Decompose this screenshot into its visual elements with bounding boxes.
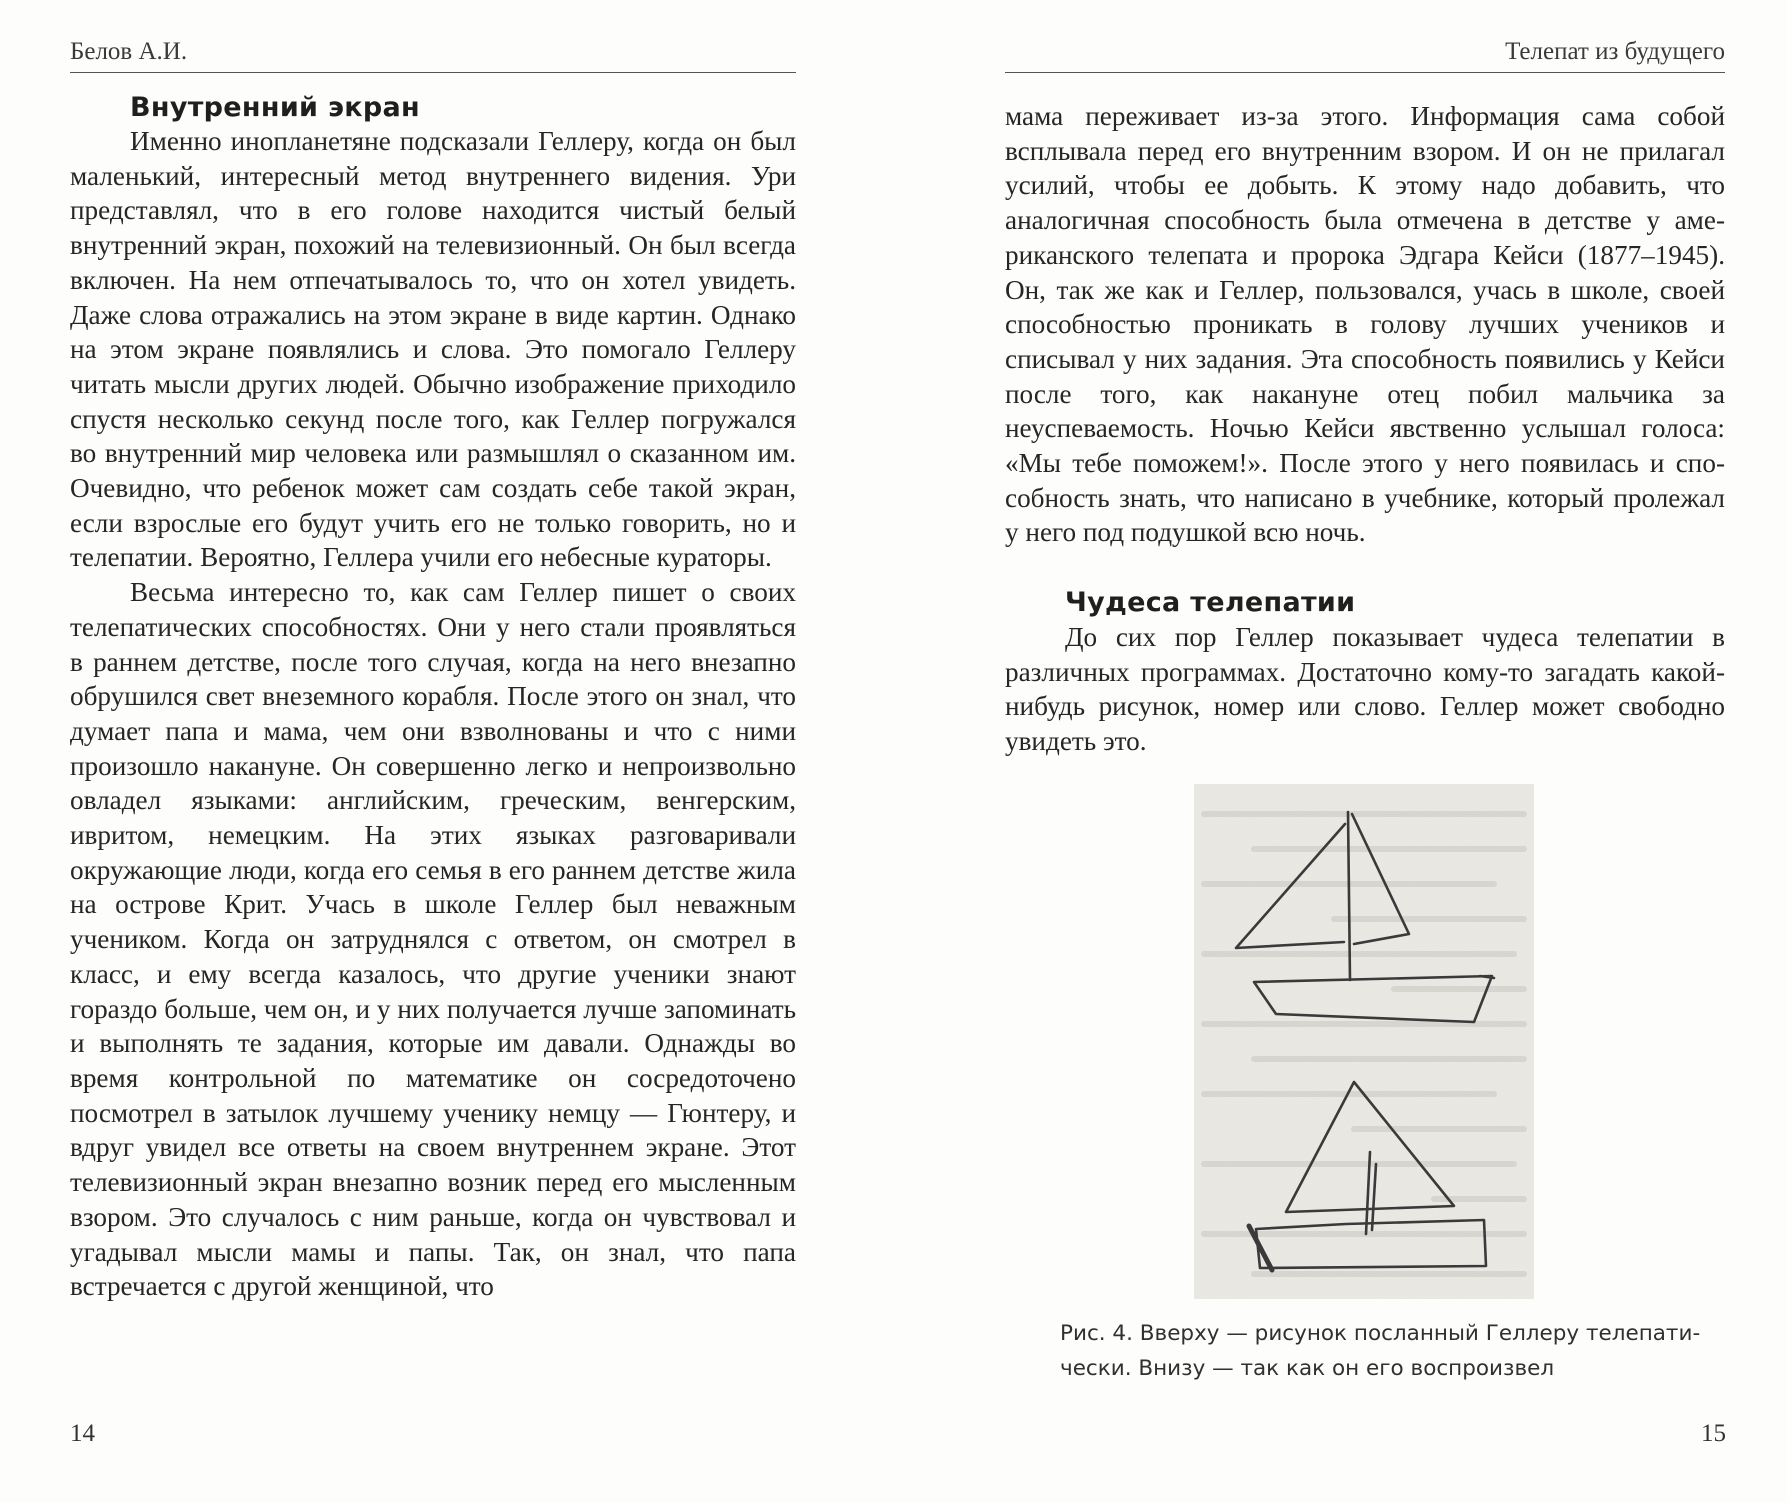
page-number: 14 bbox=[70, 1420, 95, 1447]
right-body-text bbox=[1005, 620, 1725, 759]
body-paragraph: До сих пор Геллер показывает чудеса телепатии в различных программах. Достаточно кому-то загадать какой-нибудь рисунок, номер или слово. Геллер может свободно увидеть это. bbox=[1005, 622, 1725, 757]
body-paragraph: Весьма интересно то, как сам Геллер пишет о своих телепатических способностях. Они у него стали проявляться в раннем детстве, после того случая, когда на него внезапно обрушился свет внеземного корабля. После этого он знал, что думает папа и мама, чем они взволнованы и что с ними произошло накануне. Он совершенно легко и непроизвольно овладел языками: английским, греческим, венгерским, ивритом, немецким. На этих языках разговаривали окружающие люди, когда его семья в его раннем детстве жила на острове Крит. Учась в школе Геллер был неважным учеником. Когда он затруднялся с ответом, он смотрел в класс, и ему всегда казалось, что другие ученики знают гораздо больше, чем он, и у них получается лучше запоминать и выполнять те задания, которые им давали. Однажды во время контрольной по математике он сосредоточено посмотрел в затылок лучшему ученику немцу — Гюнтеру, и вдруг увидел все ответы на своем внутреннем экране. Этот телевизионный экран внезапно возник перед его мысленным взором. Это случалось с ним раньше, когда он чувствовал и угадывал мысли мамы и папы. Так, он знал, что папа встречается с другой женщиной, что bbox=[70, 577, 796, 1302]
left-body-text bbox=[70, 124, 796, 1304]
running-header-author: Белов А.И. bbox=[70, 38, 796, 73]
figure-sailboat-drawings bbox=[1194, 784, 1534, 1299]
figure-caption: Рис. 4. Вверху — рисунок посланный Геллеру телепатически. Внизу — так как он его воспроизвел bbox=[1060, 1321, 1701, 1381]
body-paragraph: Именно инопланетяне подсказали Геллеру, когда он был маленький, интересный метод внутреннего видения. Ури представлял, что в его голове находится чистый белый внутренний экран, похожий на телевизионный. Он был всегда включен. На нем отпечатывалось то, что он хотел увидеть. Даже слова отражались на этом экране в виде картин. Однако на этом экране появлялись и слова. Это помогало Геллеру читать мысли других людей. Обычно изображение приходило спустя несколько секунд после того, как Геллер погружался во внутренний мир человека или размышлял о сказанном им. Очевидно, что ребенок может сам создать себе такой экран, если взрослые его будут учить его не только говорить, но и телепатии. Вероятно, Геллера учили его небесные кураторы. bbox=[70, 126, 796, 573]
running-header-title: Телепат из будущего bbox=[1005, 38, 1725, 73]
section-heading-inner-screen: Внутренний экран bbox=[130, 92, 421, 123]
sailboat-sketches-image bbox=[1194, 784, 1534, 1299]
page-number: 15 bbox=[1701, 1420, 1726, 1447]
right-body-text-continuation bbox=[1005, 99, 1725, 550]
section-heading-telepathy-wonders: Чудеса телепатии bbox=[1065, 587, 1356, 618]
body-paragraph: мама переживает из-за этого. Информация сама собой всплывала перед его внутренним взором. И он не прилагал усилий, чтобы ее добыть. К этому надо добавить, что аналогичная способность была отмечена в детстве у американского телепата и пророка Эдгара Кейси (1877–1945). Он, так же как и Геллер, пользовался, учась в школе, своей способностью проникать в голову лучших учеников и списывал у них задания. Эта способность появились у Кейси после того, как накануне отец побил мальчика за неуспеваемость. Ночью Кейси явственно услышал голоса: «Мы тебе поможем!». После этого у него появилась и способность знать, что написано в учебнике, который пролежал у него под подушкой всю ночь. bbox=[1005, 101, 1725, 548]
left-page bbox=[0, 0, 893, 1502]
right-page bbox=[893, 0, 1787, 1502]
